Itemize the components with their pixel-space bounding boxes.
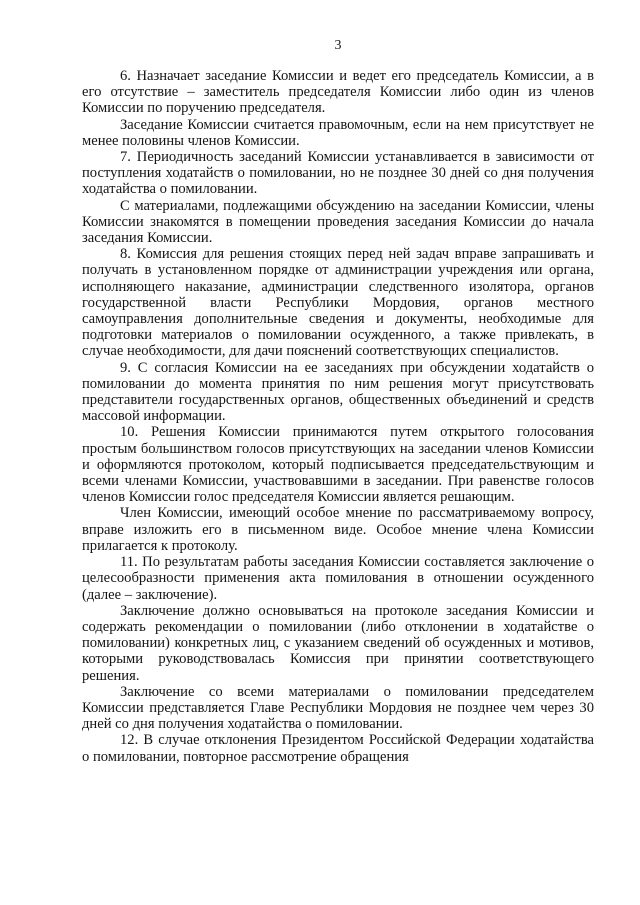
paragraph-7-materials: С материалами, подлежащими обсуждению на заседании Комиссии, члены Комиссии знакомятся в помещении проведения заседания Комиссии до начала заседания Комиссии.: [82, 197, 594, 247]
page-number: 3: [334, 38, 342, 53]
paragraph-11: 11. По результатам работы заседания Комиссии составляется заключение о целесообразности применения акта помилования в отношении осужденного (далее – заключение).: [82, 554, 594, 603]
paragraph-12: 12. В случае отклонения Президентом Российской Федерации ходатайства о помиловании, повторное рассмотрение обращения: [82, 732, 594, 765]
paragraph-6-quorum: Заседание Комиссии считается правомочным, если на нем присутствует не менее половины членов Комиссии.: [82, 116, 594, 149]
paragraph-11-basis: Заключение должно основываться на протоколе заседания Комиссии и содержать рекомендации о помиловании (либо отклонении в ходатайстве о помиловании) конкретных лиц, с указанием сведений об осужденных и мотивов, которыми руководствовалась Комиссия при принятии соответствующего решения.: [82, 602, 594, 684]
paragraph-8: 8. Комиссия для решения стоящих перед ней задач вправе запрашивать и получать в установленном порядке от администрации учреждения или органа, исполняющего наказание, администрации следственного изолятора, органов государственной власти Республики Мордовия, органов местного самоуправления дополнительные сведения и документы, необходимые для подготовки материалов о помиловании осужденного, а также привлекать, в случае необходимости, для дачи пояснений соответствующих специалистов.: [82, 246, 594, 360]
paragraph-6: 6. Назначает заседание Комиссии и ведет его председатель Комиссии, а в его отсутствие – заместитель председателя Комиссии либо один из членов Комиссии по поручению председателя.: [82, 68, 594, 117]
paragraph-7: 7. Периодичность заседаний Комиссии устанавливается в зависимости от поступления ходатайств о помиловании, но не позднее 30 дней со дня получения ходатайства о помиловании.: [82, 149, 594, 198]
paragraph-9: 9. С согласия Комиссии на ее заседаниях при обсуждении ходатайств о помиловании до момента принятия по ним решения могут присутствовать представители государственных органов, общественных объединений и средств массовой информации.: [82, 359, 594, 425]
paragraph-11-submission: Заключение со всеми материалами о помиловании председателем Комиссии представляется Главе Республики Мордовия не позднее чем через 30 дней со дня получения ходатайства о помиловании.: [82, 683, 594, 733]
paragraph-10: 10. Решения Комиссии принимаются путем открытого голосования простым большинством голосов присутствующих на заседании членов Комиссии и оформляются протоколом, который подписывается председательствующим и всеми членами Комиссии, участвовавшими в заседании. При равенстве голосов членов Комиссии голос председателя Комиссии является решающим.: [82, 424, 594, 506]
paragraph-10-dissent: Член Комиссии, имеющий особое мнение по рассматриваемому вопросу, вправе изложить его в письменном виде. Особое мнение члена Комиссии прилагается к протоколу.: [82, 505, 594, 554]
